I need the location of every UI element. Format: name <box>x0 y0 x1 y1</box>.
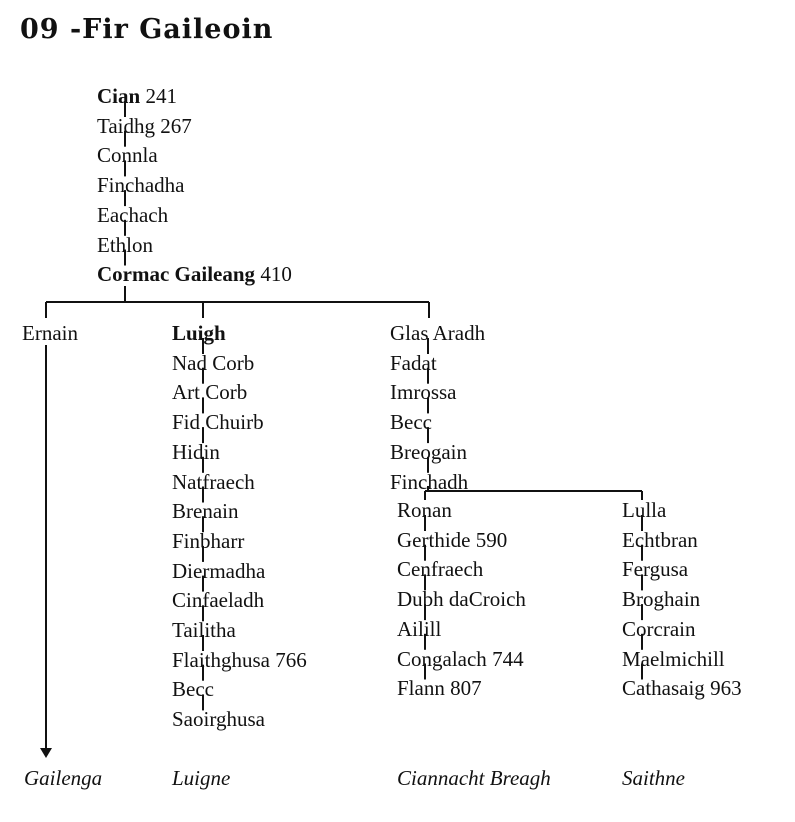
person-dubh-dacroich <box>397 587 526 611</box>
person-name: Luigh <box>172 321 226 345</box>
person-cormac-gaileang <box>97 262 292 286</box>
person-year: 744 <box>486 646 524 671</box>
person-luigh <box>172 321 226 345</box>
person-name: Glas Aradh <box>390 321 486 345</box>
person-name: Diermadha <box>172 558 266 583</box>
person-name: Maelmichill <box>622 646 725 671</box>
person-finchadha <box>97 173 184 197</box>
person-name: Corcrain <box>622 616 696 641</box>
person-finchadh <box>390 470 468 494</box>
person-name: Ethlon <box>97 232 153 257</box>
person-cenfraech <box>397 557 483 581</box>
person-echtbran <box>622 528 698 552</box>
person-corcrain <box>622 617 695 641</box>
person-becc <box>172 677 214 701</box>
person-name: Hidin <box>172 439 220 464</box>
person-year: 963 <box>704 676 742 701</box>
person-year: 267 <box>155 113 192 138</box>
person-name: Finchadh <box>390 469 469 494</box>
person-name: Imrossa <box>390 380 457 405</box>
person-ailill <box>397 617 441 641</box>
territory-ciannacht-breagh: Ciannacht Breagh <box>397 766 551 790</box>
person-name: Ronan <box>397 498 452 522</box>
territory-gailenga: Gailenga <box>24 766 103 790</box>
person-name: Fergusa <box>622 557 689 582</box>
person-name: Echtbran <box>622 527 698 552</box>
person-cathasaig <box>622 676 742 700</box>
person-ethlon <box>97 233 153 257</box>
person-name: Dubh daCroich <box>397 587 526 612</box>
person-connla <box>97 143 158 167</box>
person-name: Cathasaig <box>622 676 705 701</box>
person-name: Taidhg <box>97 113 156 138</box>
person-name: Flann <box>397 676 445 701</box>
person-name: Fid Chuirb <box>172 410 264 435</box>
person-name: Connla <box>97 143 158 168</box>
person-name: Becc <box>172 677 214 702</box>
person-becc <box>390 410 432 434</box>
person-name: Ailill <box>397 616 442 641</box>
person-congalach <box>397 647 524 671</box>
person-finbharr <box>172 529 244 553</box>
person-lulla <box>622 498 666 522</box>
person-ronan <box>397 498 452 522</box>
person-ernain <box>22 321 78 345</box>
person-year: 766 <box>270 647 307 672</box>
person-name: Cenfraech <box>397 557 484 582</box>
person-flann <box>397 676 482 700</box>
person-fergusa <box>622 557 688 581</box>
person-name: Fadat <box>390 350 437 375</box>
person-saoirghusa <box>172 707 265 731</box>
person-name: Tailitha <box>172 618 236 642</box>
person-name: Saoirghusa <box>172 707 265 732</box>
page-title: 09 -Fir Gaileoin <box>20 14 274 45</box>
person-maelmichill <box>622 647 725 671</box>
person-brenain <box>172 499 238 523</box>
person-name: Broghain <box>622 587 701 612</box>
person-gerthide <box>397 528 507 552</box>
arrow-head <box>40 748 52 758</box>
person-glas-aradh <box>390 321 485 345</box>
person-name: Cian <box>97 84 141 108</box>
person-hidin <box>172 440 220 464</box>
person-name: Flaithghusa <box>172 647 270 672</box>
person-imrossa <box>390 380 457 404</box>
person-name: Breogain <box>390 439 467 464</box>
person-name: Eachach <box>97 202 169 227</box>
person-eachach <box>97 203 168 227</box>
person-year: 410 <box>255 262 292 287</box>
person-fid-chuirb <box>172 410 264 434</box>
person-natfraech <box>172 470 255 494</box>
person-name: Art Corb <box>172 380 248 405</box>
person-name: Finbharr <box>172 528 245 553</box>
person-name: Brenain <box>172 499 239 524</box>
person-name: Cormac Gaileang <box>97 262 256 287</box>
person-name: Natfraech <box>172 469 255 494</box>
person-fadat <box>390 351 437 375</box>
person-breogain <box>390 440 467 464</box>
territory-saithne: Saithne <box>622 766 685 790</box>
person-name: Nad Corb <box>172 350 255 375</box>
person-cian <box>97 84 177 108</box>
person-name: Ernain <box>22 321 78 345</box>
territory-luigne: Luigne <box>172 766 231 790</box>
person-name: Becc <box>390 410 432 435</box>
person-nad-corb <box>172 351 254 375</box>
person-name: Gerthide <box>397 527 471 552</box>
person-taidhg <box>97 114 192 138</box>
person-name: Congalach <box>397 646 487 671</box>
person-year: 241 <box>140 84 177 108</box>
person-name: Cinfaeladh <box>172 588 265 613</box>
person-tailitha <box>172 618 236 642</box>
person-year: 590 <box>470 527 508 552</box>
person-name: Lulla <box>622 498 667 522</box>
person-year: 807 <box>444 676 482 701</box>
person-cinfaeladh <box>172 588 264 612</box>
person-broghain <box>622 587 700 611</box>
person-art-corb <box>172 380 247 404</box>
person-diermadha <box>172 559 265 583</box>
person-flaithghusa <box>172 648 307 672</box>
person-name: Finchadha <box>97 173 185 198</box>
